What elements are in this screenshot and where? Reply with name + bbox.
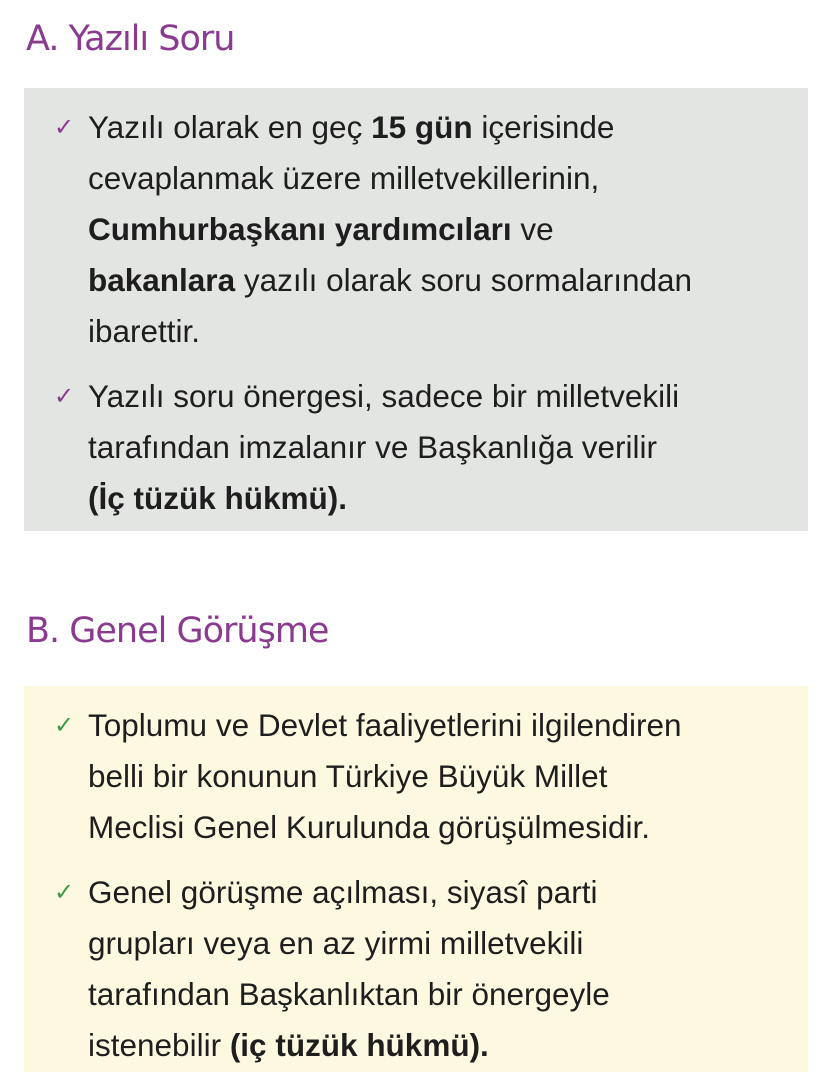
item-text: yazılı olarak soru sormalarından bbox=[235, 262, 693, 298]
item-bold-text: bakanlara bbox=[88, 262, 236, 298]
list-item bbox=[54, 371, 800, 524]
section-a-heading: A. Yazılı Soru bbox=[26, 19, 235, 59]
item-bold-text: 15 gün bbox=[371, 109, 473, 145]
item-text: Yazılı olarak en geç bbox=[88, 109, 372, 145]
item-line bbox=[88, 473, 800, 524]
item-line: Genel görüşme açılması, siyasî parti bbox=[88, 874, 598, 910]
item-line bbox=[88, 102, 800, 153]
checkmark-icon: ✓ bbox=[54, 711, 75, 739]
list-item bbox=[54, 700, 800, 853]
item-text: içerisinde bbox=[472, 109, 615, 145]
list-item bbox=[54, 867, 800, 1071]
item-line: belli bir konunun Türkiye Büyük Millet bbox=[88, 758, 608, 794]
checkmark-icon: ✓ bbox=[54, 878, 75, 906]
checkmark-icon: ✓ bbox=[54, 113, 75, 141]
item-line bbox=[88, 1020, 800, 1071]
item-bold-text: (İç tüzük hükmü). bbox=[88, 480, 347, 516]
checkmark-icon: ✓ bbox=[54, 382, 75, 410]
list-item bbox=[54, 102, 800, 357]
item-bold-text: (iç tüzük hükmü). bbox=[229, 1027, 489, 1063]
item-line bbox=[88, 255, 800, 306]
section-a-box bbox=[24, 88, 808, 531]
item-line: tarafından Başkanlıktan bir önergeyle bbox=[88, 976, 610, 1012]
item-text: ve bbox=[511, 211, 554, 247]
section-b-box bbox=[24, 686, 808, 1072]
section-b-heading: B. Genel Görüşme bbox=[26, 611, 329, 651]
item-line: grupları veya en az yirmi milletvekili bbox=[88, 925, 584, 961]
item-line: ibarettir. bbox=[88, 313, 201, 349]
item-line: Yazılı soru önergesi, sadece bir milletvekili bbox=[88, 378, 680, 414]
item-line: Meclisi Genel Kurulunda görüşülmesidir. bbox=[88, 809, 651, 845]
item-line: cevaplanmak üzere milletvekillerinin, bbox=[88, 160, 600, 196]
item-line: Toplumu ve Devlet faaliyetlerini ilgilendiren bbox=[88, 707, 682, 743]
item-line: tarafından imzalanır ve Başkanlığa verilir bbox=[88, 429, 658, 465]
item-line bbox=[88, 204, 800, 255]
item-text: istenebilir bbox=[88, 1027, 230, 1063]
item-bold-text: Cumhurbaşkanı yardımcıları bbox=[88, 211, 512, 247]
